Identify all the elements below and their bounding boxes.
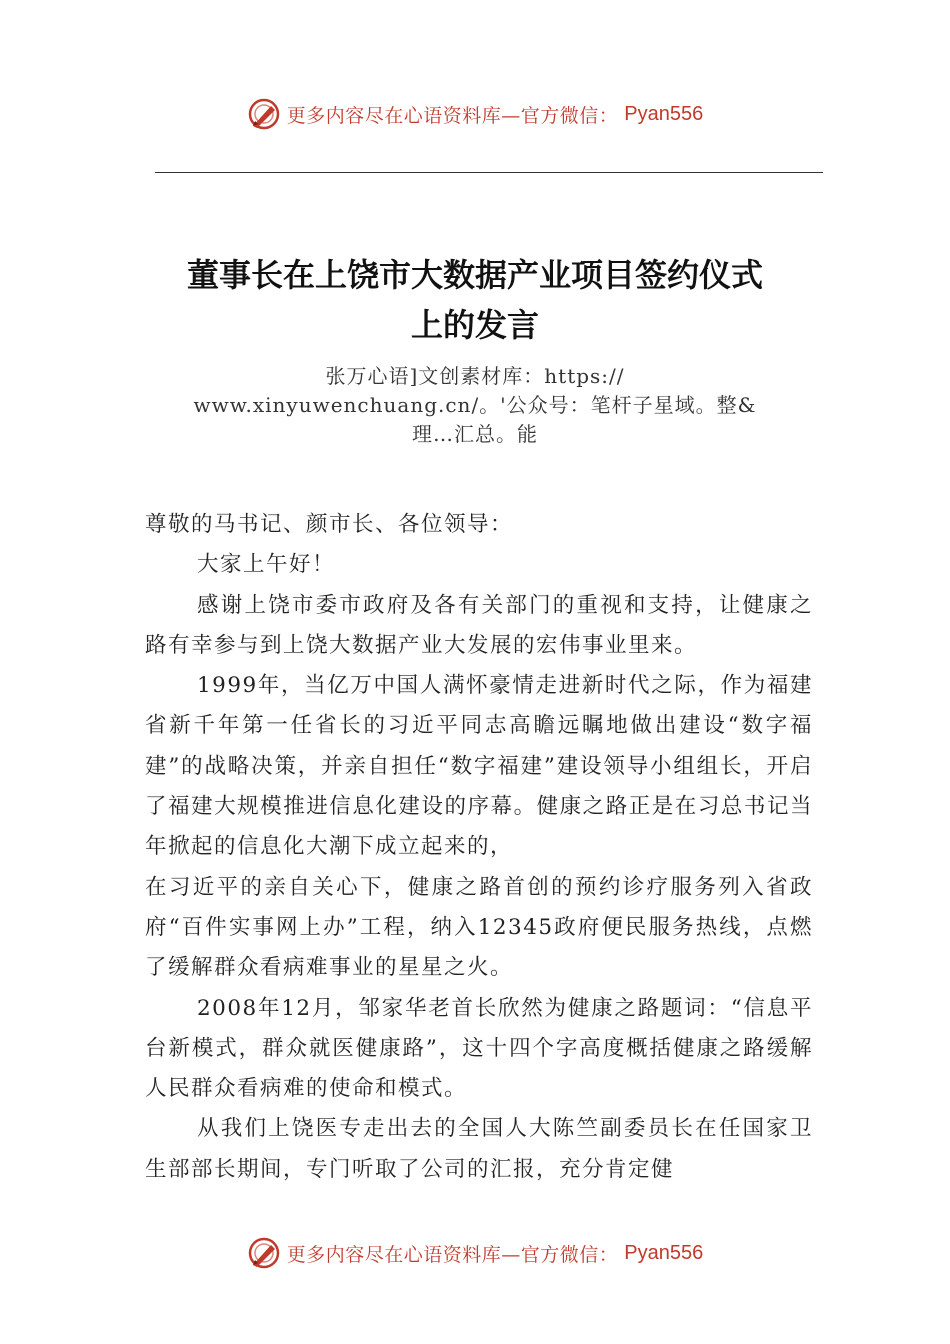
footer-banner	[0, 1233, 950, 1273]
paragraph-2a: 1999年，当亿万中国人满怀豪情走进新时代之际，作为福建省新千年第一任省长的习近平同志高瞻远瞩地做出建设“数字福建”的战略决策，并亲自担任“数字福建”建设领导小组组长，开启了福建大规模推进信息化建设的序幕。健康之路正是在习总书记当年掀起的信息化大潮下成立起来的，	[145, 673, 813, 860]
document-title-line2: 上的发言	[410, 306, 539, 344]
paragraph-1: 感谢上饶市委市政府及各有关部门的重视和支持，让健康之路有幸参与到上饶大数据产业大发展的宏伟事业里来。	[145, 592, 813, 658]
banner-text: 更多内容尽在心语资料库—官方微信：	[286, 1243, 619, 1266]
header-divider	[155, 172, 823, 173]
source-note-line2: www.xinyuwenchuang.cn/。'公众号：笔杆子星域。整&	[193, 393, 757, 417]
header-banner	[0, 94, 950, 134]
document-title-line1: 董事长在上饶市大数据产业项目签约仪式	[186, 256, 763, 294]
paragraph-3: 2008年12月，邹家华老首长欣然为健康之路题词：“信息平台新模式，群众就医健康路”，这十四个字高度概括健康之路缓解人民群众看病难的使命和模式。	[145, 995, 813, 1102]
source-note-line3: 理…汇总。能	[412, 422, 538, 446]
paragraph-4: 从我们上饶医专走出去的全国人大陈竺副委员长在任国家卫生部部长期间，专门听取了公司的汇报，充分肯定健	[145, 1116, 813, 1182]
source-note-line1: 张万心语]文创素材库：https://	[325, 364, 625, 388]
banner-wechat-id: Pyan556	[624, 1241, 704, 1264]
salutation: 尊敬的马书记、颜市长、各位领导：	[145, 512, 514, 537]
banner-wechat-id: Pyan556	[624, 102, 704, 125]
greeting: 大家上午好！	[197, 552, 336, 578]
pen-logo-icon	[247, 1236, 281, 1270]
pen-logo-icon	[247, 97, 281, 131]
document-body	[145, 505, 813, 1190]
paragraph-2b: 在习近平的亲自关心下，健康之路首创的预约诊疗服务列入省政府“百件实事网上办”工程，纳入12345政府便民服务热线，点燃了缓解群众看病难事业的星星之火。	[145, 874, 813, 981]
banner-text: 更多内容尽在心语资料库—官方微信：	[286, 104, 619, 127]
